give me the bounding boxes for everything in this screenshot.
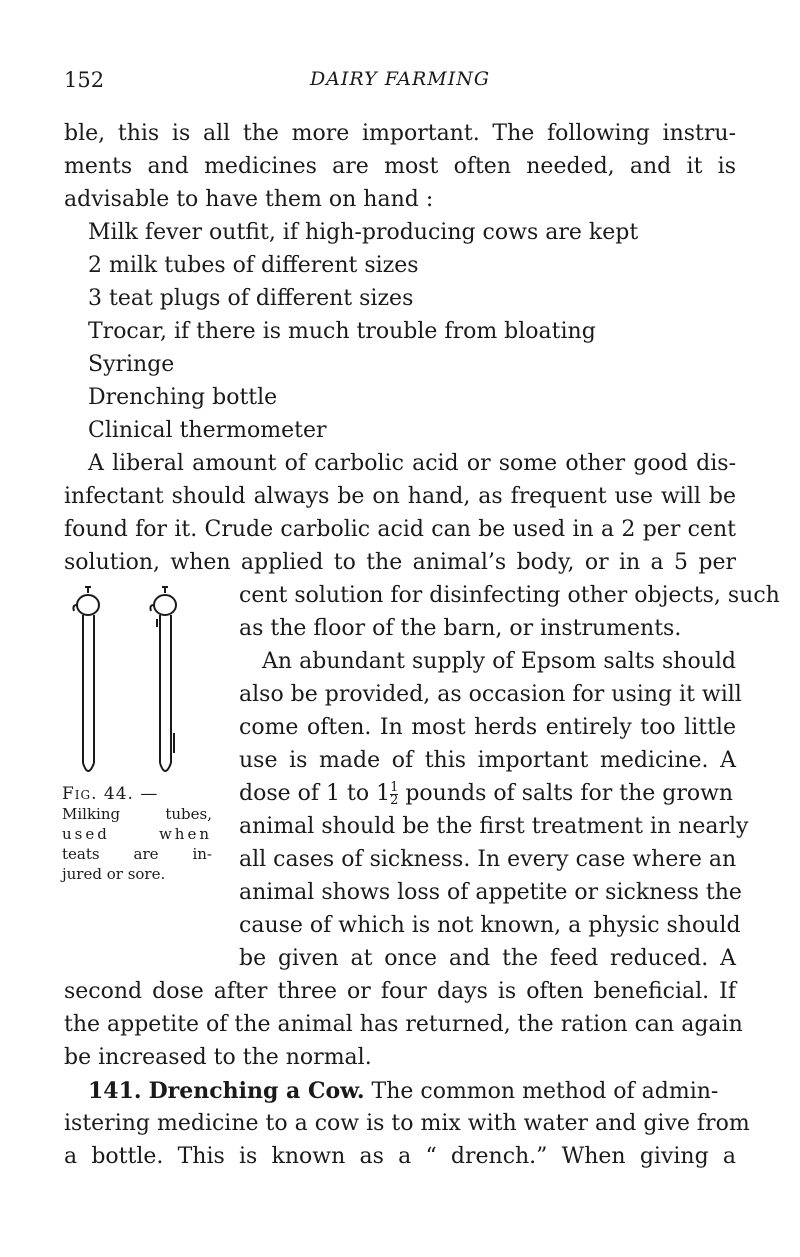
text-line (239, 778, 736, 810)
list-item: Clinical thermometer (88, 418, 327, 443)
milking-tube-right (150, 587, 176, 771)
text-fragment: dose of 1 to 1 (239, 781, 391, 806)
text-line: solution, when applied to the animal’s body, or in a 5 per (64, 550, 736, 575)
text-line: animal should be the first treatment in nearly (239, 814, 749, 839)
text-line: the appetite of the animal has returned, the ration can again (64, 1012, 743, 1037)
list-item: 2 milk tubes of different sizes (88, 253, 419, 278)
text-line: animal shows loss of appetite or sickness the (239, 880, 742, 905)
text-line: found for it. Crude carbolic acid can be used in a 2 per cent (64, 517, 736, 542)
caption-line: used when (62, 825, 212, 843)
text-line: a bottle. This is known as a “ drench.” When giving a (64, 1144, 736, 1169)
text-line: be increased to the normal. (64, 1045, 372, 1070)
list-item: Syringe (88, 352, 175, 377)
text-fragment: The common method of admin- (364, 1079, 719, 1104)
text-line: be given at once and the feed reduced. A (239, 946, 736, 971)
text-line: also be provided, as occasion for using it will (239, 682, 742, 707)
text-line: advisable to have them on hand : (64, 187, 434, 212)
section-141-first-line (88, 1075, 736, 1108)
running-title: DAIRY FARMING (309, 68, 491, 90)
list-item: 3 teat plugs of different sizes (88, 286, 414, 311)
list-item: Milk fever outfit, if high-producing cows are kept (88, 220, 639, 245)
caption-line: jured or sore. (62, 865, 166, 883)
text-line: cent solution for disinfecting other objects, such (239, 583, 780, 608)
caption-line: teats are in- (62, 845, 212, 863)
text-fragment: pounds of salts for the grown (398, 781, 734, 806)
text-line: cause of which is not known, a physic should (239, 913, 741, 938)
text-line: all cases of sickness. In every case where an (239, 847, 737, 872)
text-line: second dose after three or four days is often beneficial. If (64, 979, 736, 1004)
text-line: use is made of this important medicine. A (239, 748, 736, 773)
fraction-denominator: 2 (390, 792, 399, 808)
list-item: Trocar, if there is much trouble from bloating (88, 319, 596, 344)
text-line: ble, this is all the more important. The following instru- (64, 121, 736, 146)
text-line: ments and medicines are most often needed, and it is (64, 154, 736, 179)
text-line: istering medicine to a cow is to mix with water and give from (64, 1111, 750, 1136)
caption-line: Milking tubes, (62, 805, 212, 823)
page-number: 152 (64, 68, 105, 92)
figure-caption (62, 784, 212, 884)
text-line: come often. In most herds entirely too little (239, 715, 736, 740)
milking-tubes-figure (64, 583, 214, 783)
section-number: 141. (88, 1078, 142, 1104)
text-line: infectant should always be on hand, as frequent use will be (64, 484, 736, 509)
fraction-numerator: 1 (390, 779, 399, 795)
section-heading: Drenching a Cow. (148, 1078, 365, 1104)
figure-label: Fig. 44. — (62, 784, 159, 804)
milking-tube-left (73, 587, 99, 771)
text-line: An abundant supply of Epsom salts should (262, 649, 736, 674)
text-line: as the floor of the barn, or instruments. (239, 616, 682, 641)
list-item: Drenching bottle (88, 385, 278, 410)
text-line: A liberal amount of carbolic acid or some other good dis- (88, 451, 736, 476)
page-header (64, 68, 736, 98)
